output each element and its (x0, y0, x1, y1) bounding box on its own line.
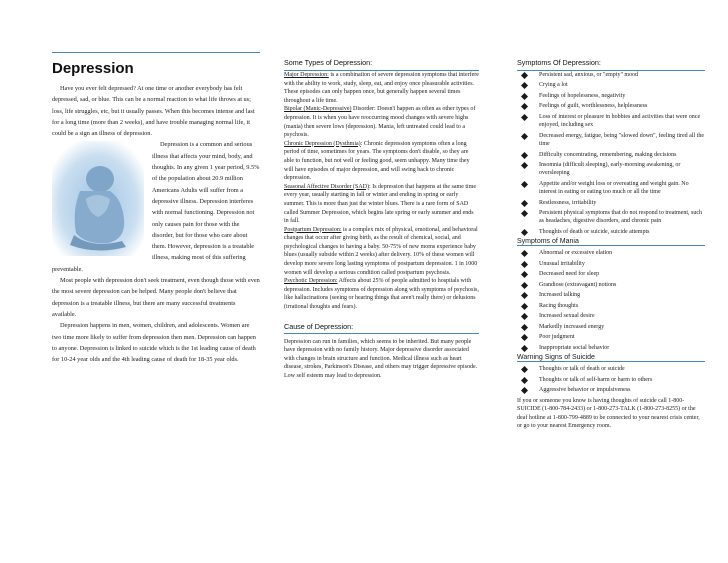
list-item-text: Persistent physical symptoms that do not respond to treatment, such as headaches, digestive disorders, and chronic pain (539, 210, 702, 225)
list-item-text: Grandiose (extravagant) notions (539, 281, 617, 288)
diamond-bullet-icon (521, 366, 528, 373)
treatment-paragraph: Most people with depression don't seek treatment, even though those with even the most severe depression can be helped. Many people don't believe that depression is a treatable illness, but there are many successful treatments available. (52, 277, 260, 318)
list-item (517, 71, 705, 79)
types-heading: Some Types of Depression: (284, 58, 373, 67)
column-types (284, 58, 479, 381)
list-item-text: Crying a lot (539, 82, 568, 89)
help-hotline-text: If you or someone you know is having thoughts of suicide call 1-800-SUICIDE (1-800-784-2433) or 1-800-273-TALK (1-800-273-8255) or the deaf hotline at 1-800-799-4889 to be connected to your nearest crisis center, or go to your nearest Emergency room. (517, 397, 700, 430)
diamond-bullet-icon (521, 72, 528, 79)
list-item-text: Appetite and/or weight loss or overeating and weight gain. No interest in eating or eating too much or all the time (539, 180, 689, 196)
list-item-text: Inappropriate social behavior (539, 344, 610, 351)
list-item (517, 199, 705, 207)
list-item (517, 81, 705, 89)
sad-label: Seasonal Affective Disorder (SAD) (284, 183, 370, 190)
diamond-bullet-icon (521, 261, 528, 268)
list-item-text: Decreased need for sleep (539, 271, 600, 278)
who-affected-paragraph: Depression happens in men, women, children, and adolescents. Women are two time more likely to suffer from depression then men. Depression can happen to anyone. Depression is linked to suicide which is the 1st leading cause of death for 10-24 year olds and the 4th leading cause of death for 18-35 year olds. (52, 322, 256, 364)
diamond-bullet-icon (521, 229, 528, 236)
list-item-text: Thoughts of death or suicide, suicide attempts (539, 228, 650, 235)
chronic-text: : Chronic depression symptoms often a long period of time, sometimes for years. The symptoms don't disable, so they are able to function, but not well or feeling good, seem unhappy. Many time they will have episodes of major depression, and will swing back to chronic depression. (284, 140, 470, 182)
list-item-text: Markedly increased energy (539, 323, 605, 330)
section-gap (284, 312, 479, 322)
major-depression-text: is a combination of severe depression symptoms that interfere with the ability to work, study, sleep, eat, and enjoy once pleasurable activities. These episodes can only happen once, but generally happen several times throughout a life time. (284, 72, 479, 104)
list-item (517, 333, 705, 341)
diamond-bullet-icon (521, 334, 528, 341)
diamond-bullet-icon (521, 250, 528, 257)
symptoms-heading: Symptoms Of Depression: (517, 58, 601, 67)
list-item (517, 291, 705, 299)
list-item-text: Unusual irritability (539, 260, 585, 267)
column-intro (52, 58, 260, 365)
list-item (517, 270, 705, 278)
psychotic-label: Psychotic Depression: (284, 278, 338, 285)
list-item (517, 281, 705, 289)
bipolar-entry (284, 105, 479, 139)
psychotic-text: Affects about 25% of people admitted to hospitals with depression. Includes symptoms of depression along with symptoms of psychosis, like hallucinations (seeing or hearing things that aren't really there) or delusions (irrational thoughts and fears). (284, 278, 479, 311)
list-item (517, 151, 705, 159)
postpartum-label: Postpartum Depression: (284, 226, 342, 233)
sad-person-figure-icon (52, 141, 144, 256)
page-title: Depression (52, 60, 134, 77)
diamond-bullet-icon (521, 114, 528, 121)
list-item (517, 302, 705, 310)
mania-heading: Symptoms of Mania (517, 238, 705, 246)
sad-person-illustration (52, 141, 144, 256)
list-item (517, 228, 705, 236)
list-item-text: Loss of interest or pleasure in hobbies and activities that were once enjoyed, including sex (539, 113, 701, 129)
list-item-text: Poor judgment (539, 334, 575, 341)
diamond-bullet-icon (521, 387, 528, 394)
list-item (517, 102, 705, 110)
cause-heading: Cause of Depression: (284, 322, 479, 334)
list-item-text: Decreased energy, fatigue, being "slowed down", feeling tired all the time (539, 132, 705, 148)
list-item (517, 323, 705, 331)
list-item (517, 161, 705, 178)
suicide-signs-list (517, 365, 705, 394)
diamond-bullet-icon (521, 292, 528, 299)
diamond-bullet-icon (521, 282, 528, 289)
chronic-label: Chronic Depression (Dysthmia) (284, 140, 361, 147)
list-item-text: Aggressive behavior or impulsiveness (539, 387, 631, 394)
suicide-heading: Warning Signs of Suicide (517, 354, 705, 362)
bipolar-label: Bipolar (Manic-Depressive) (284, 106, 352, 113)
intro-paragraph: Have you ever felt depressed? At one time or another everybody has felt depressed, sad, or blue. This can be a normal reaction to what life throws at us; loss, life struggles, etc, but it usually passes. When this becomes intense and last for a long time (more than 2 weeks), and have trouble managing normal life, it could be a sign an illness of depression. (52, 85, 255, 138)
diamond-bullet-icon (521, 152, 528, 159)
list-item-text: Feelings of hopelessness, negativity (539, 92, 626, 99)
postpartum-text: is a complex mix of physical, emotional, and behavioral changes that occur after giving birth, as the result of chemical, social, and psychological changes to having a baby. 50-75% of new moms experience baby blues (usually subside within 2 weeks) after delivery. 10% of these women will develop more severe long lasting symptoms of postpartum depression. 1 in 1000 women will develop a serious condition called postpartum psychosis. (284, 226, 478, 276)
list-item (517, 376, 705, 384)
diamond-bullet-icon (521, 324, 528, 331)
list-item (517, 344, 705, 352)
bipolar-text: Disorder: Doesn't happen as often as other types of depression. It is when you have reoccurring mood changes with severe highs (mania) then severe lows (depression). Mania, left untreated could lead to a psychosis. (284, 106, 476, 139)
diamond-bullet-icon (521, 303, 528, 310)
diamond-bullet-icon (521, 200, 528, 207)
list-item (517, 209, 705, 226)
list-item (517, 180, 705, 197)
sad-entry (284, 183, 479, 226)
list-item-text: Increased talking (539, 292, 581, 299)
list-item-text: Thoughts or talk of death or suicide (539, 366, 625, 373)
list-item (517, 132, 705, 149)
depression-symptoms-list (517, 71, 705, 236)
list-item-text: Increased sexual desire (539, 313, 595, 320)
major-depression-label: Major Depression: (284, 72, 329, 78)
diamond-bullet-icon (521, 82, 528, 89)
title-rule (52, 52, 260, 53)
diamond-bullet-icon (521, 345, 528, 352)
list-item-text: Difficulty concentrating, remembering, making decisions (539, 151, 677, 158)
diamond-bullet-icon (521, 313, 528, 320)
diamond-bullet-icon (521, 181, 528, 188)
list-item-text: Abnormal or excessive elation (539, 250, 613, 257)
list-item-text: Feelings of guilt, worthlessness, helplessness (539, 103, 648, 110)
mania-symptoms-list (517, 249, 705, 352)
list-item (517, 92, 705, 100)
chronic-entry (284, 140, 479, 183)
list-item (517, 365, 705, 373)
diamond-bullet-icon (521, 133, 528, 140)
list-item (517, 113, 705, 130)
list-item-text: Persistent sad, anxious, or "empty" mood (539, 72, 639, 78)
list-item (517, 260, 705, 268)
list-item-text: Racing thoughts (539, 302, 579, 309)
diamond-bullet-icon (521, 271, 528, 278)
list-item (517, 386, 705, 394)
diamond-bullet-icon (521, 93, 528, 100)
major-depression-entry (284, 71, 479, 105)
list-item-text: Insomnia (difficult sleeping), early-morning awakening, or oversleeping (539, 161, 681, 177)
diamond-bullet-icon (521, 377, 528, 384)
list-item (517, 249, 705, 257)
list-item (517, 312, 705, 320)
column-symptoms (517, 58, 705, 431)
common-illness-paragraph: Depression is a common and serious illness that affects your mind, body, and thoughts. In any given 1 year period, 9.5% of the population about 20.9 million Americans Adults will suffer from a depressive illness. Depression interferes with normal functioning. Depression not only causes pain for those with the disorder, but for those who care about them. However, depression is a treatable illness, making most of this suffering preventable. (52, 141, 260, 273)
diamond-bullet-icon (521, 162, 528, 169)
cause-text: Depression can run in families, which seems to be inherited. But many people have depression with no family history. Major depressive disorder associated with changes in brain structure and function. Medical illness such as heart disease, strokes, Parkinson's Disease, and others may trigger depressive episode. Low self esteem may lead to depression. (284, 338, 478, 379)
postpartum-entry (284, 226, 479, 278)
diamond-bullet-icon (521, 210, 528, 217)
diamond-bullet-icon (521, 103, 528, 110)
psychotic-entry (284, 277, 479, 311)
list-item-text: Restlessness, irritability (539, 199, 597, 206)
list-item-text: Thoughts or talk of self-harm or harm to others (539, 376, 653, 383)
sad-text: : Is depression that happens at the same time every year, usually starting in fall or winter and ending in spring or early summer. This is more than just the winter blues. There is a rare form of SAD called Summer Depression, which begins late spring or early summer and ends in fall. (284, 183, 477, 225)
